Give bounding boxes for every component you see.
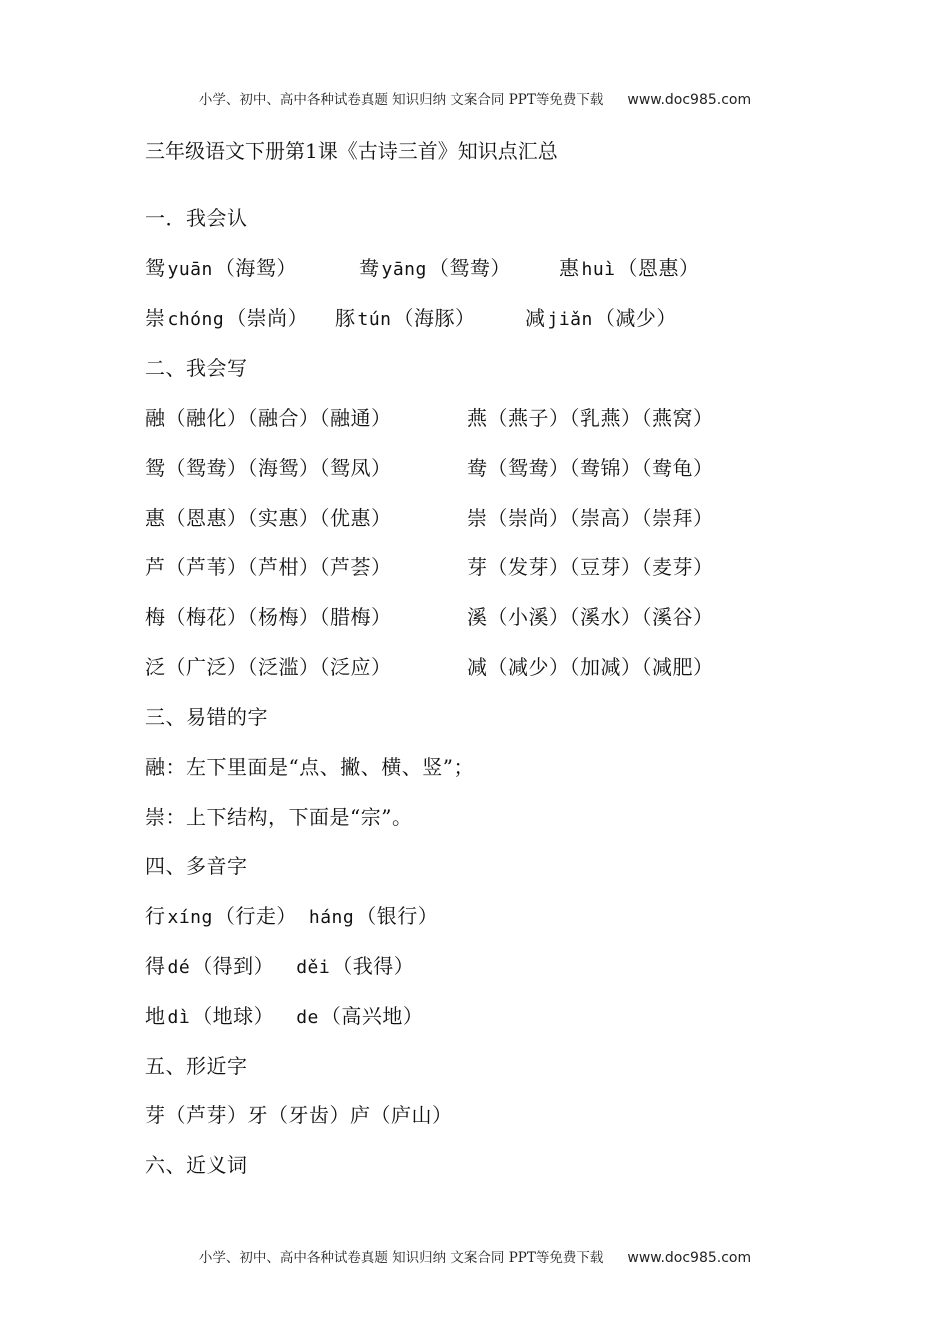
recognize-item: 鸯 yāng （鸳鸯） — [359, 256, 511, 280]
recognize-item: 惠 huì （恩惠） — [559, 256, 700, 280]
banner-text: 小学、初中、高中各种试卷真题 知识归纳 文案合同 PPT等免费下载 — [198, 92, 604, 108]
section-heading-polyphone: 四、多音字 — [145, 854, 248, 878]
write-row: 芦（芦苇）（芦柑）（芦荟） 芽（发芽）（豆芽）（麦芽） — [145, 555, 714, 579]
recognize-row-2 — [145, 302, 677, 331]
recognize-item: 豚 tún （海豚） — [335, 306, 476, 330]
section-heading-error-prone: 三、易错的字 — [145, 705, 268, 729]
error-prone-line: 融：左下里面是“点、撇、横、竖”； — [145, 755, 474, 779]
write-row: 泛（广泛）（泛滥）（泛应） 减（减少）（加减）（减肥） — [145, 655, 714, 679]
write-row: 鸳（鸳鸯）（海鸳）（鸳凤） 鸯（鸳鸯）（鸯锦）（鸯龟） — [145, 456, 714, 480]
banner-site-link[interactable]: www.doc985.com — [627, 92, 752, 108]
error-prone-line: 崇：上下结构，下面是“宗”。 — [145, 805, 413, 829]
section-heading-recognize: 一．我会认 — [145, 206, 248, 230]
write-row: 融（融化）（融合）（融通） 燕（燕子）（乳燕）（燕窝） — [145, 406, 714, 430]
section-heading-write: 二、我会写 — [145, 356, 248, 380]
recognize-item: 减 jiǎn （减少） — [525, 306, 677, 330]
recognize-item: 鸳 yuān （海鸳） — [145, 256, 297, 280]
section-heading-synonyms: 六、近义词 — [145, 1153, 248, 1177]
similar-chars-line: 芽（芦芽）牙（牙齿）庐（庐山） — [145, 1103, 453, 1127]
write-row: 惠（恩惠）（实惠）（优惠） 崇（崇尚）（崇高）（崇拜） — [145, 506, 714, 530]
footer-banner — [0, 1246, 950, 1266]
document-title: 三年级语文下册第1课《古诗三首》知识点汇总 — [145, 139, 558, 163]
polyphone-row: 地 dì （地球） de （高兴地） — [145, 1004, 424, 1028]
recognize-item: 崇 chóng （崇尚） — [145, 306, 309, 330]
banner-site-link[interactable]: www.doc985.com — [627, 1250, 752, 1266]
recognize-row-1 — [145, 252, 700, 281]
write-row: 梅（梅花）（杨梅）（腊梅） 溪（小溪）（溪水）（溪谷） — [145, 605, 714, 629]
header-banner — [0, 88, 950, 108]
section-heading-similar-chars: 五、形近字 — [145, 1054, 248, 1078]
polyphone-row: 行 xíng （行走） háng （银行） — [145, 904, 439, 928]
polyphone-row: 得 dé （得到） děi （我得） — [145, 954, 415, 978]
banner-text: 小学、初中、高中各种试卷真题 知识归纳 文案合同 PPT等免费下载 — [198, 1250, 604, 1266]
